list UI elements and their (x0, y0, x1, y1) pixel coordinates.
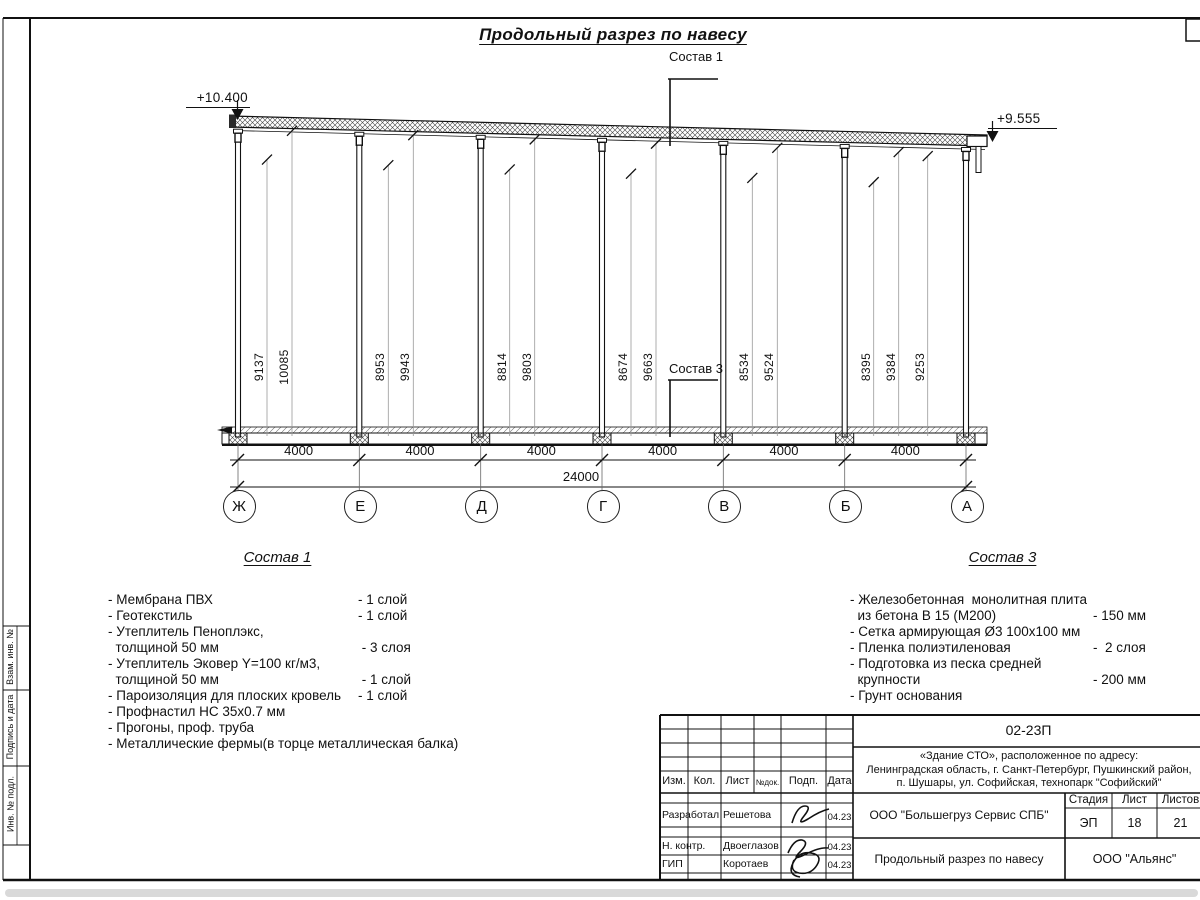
date-ncontrol: 04.23 (827, 842, 852, 853)
stage-value: ЭП (1079, 816, 1098, 830)
drawing-name: Продольный разрез по навесу (874, 852, 1044, 866)
item-value: - 3 слоя (358, 640, 411, 655)
composition-item (108, 688, 453, 704)
col-data: Дата (827, 775, 852, 787)
axis-bubble: Б (829, 490, 862, 523)
role-developer: Разработал (662, 809, 720, 821)
height-dimension: 10085 (277, 349, 291, 385)
column-bearing (842, 148, 848, 157)
address-line: Ленинградская область, г. Санкт-Петербург, Пушкинский район, (866, 763, 1192, 776)
signature-1 (792, 806, 829, 823)
item-name: толщиной 50 мм (108, 672, 219, 687)
bay-dimension: 4000 (648, 443, 678, 458)
bay-dimension: 4000 (769, 443, 799, 458)
margin-label-vzam: Взам. инв. № (5, 629, 15, 685)
column-bearing (720, 145, 726, 154)
footing (836, 433, 854, 444)
height-dimension: 9524 (762, 352, 777, 382)
item-name: - Пароизоляция для плоских кровель (108, 688, 342, 703)
item-name: - Подготовка из песка средней (850, 656, 1042, 671)
axis-bubble: В (708, 490, 741, 523)
composition-item (850, 592, 1195, 608)
item-name: - Пленка полиэтиленовая (850, 640, 1011, 655)
sheets-label: Листов (1161, 794, 1200, 806)
bay-dimension: 4000 (284, 443, 314, 458)
item-value: - 1 слой (358, 608, 408, 623)
org-name: ООО "Альянс" (1092, 852, 1177, 866)
column (357, 145, 362, 437)
signature-2 (788, 840, 828, 877)
bay-dimension: 4000 (890, 443, 920, 458)
role-gip: ГИП (662, 858, 683, 870)
column (478, 148, 483, 437)
column (964, 160, 969, 437)
item-value: - 2 слоя (1093, 640, 1146, 655)
height-dimension: 9803 (519, 352, 534, 382)
roof-right-endbox (967, 136, 987, 147)
doc-number: 02-23П (1005, 722, 1052, 738)
item-name: - Железобетонная монолитная плита (850, 592, 1088, 607)
item-name: крупности (850, 672, 921, 687)
height-dimension: 9943 (398, 352, 413, 382)
axis-bubble: А (951, 490, 984, 523)
height-dimension: 8814 (494, 352, 509, 382)
height-dimension: 8534 (737, 352, 752, 382)
composition-item (108, 704, 453, 720)
footing (350, 433, 368, 444)
composition-item (108, 624, 453, 640)
height-dimension: 9384 (883, 352, 898, 382)
role-ncontrol: Н. контр. (662, 840, 706, 852)
composition-item (850, 640, 1195, 656)
item-name: - Геотекстиль (108, 608, 193, 623)
date-gip: 04.23 (827, 860, 852, 871)
margin-label-podpis: Подпись и дата (5, 694, 15, 760)
height-dimension: 9253 (912, 352, 927, 382)
callout3-label: Состав 3 (669, 361, 723, 376)
height-dimension: 8395 (858, 352, 873, 382)
composition-item (108, 672, 453, 688)
sostav1-title: Состав 1 (243, 549, 312, 566)
column (842, 157, 847, 437)
height-dimension: 8953 (373, 352, 388, 382)
item-value: - 1 слой (358, 592, 408, 607)
date-developer: 04.23 (827, 812, 852, 823)
footing (593, 433, 611, 444)
name-ncontrol: Двоеглазов (723, 840, 779, 852)
column (721, 154, 726, 437)
col-ndok: №док. (755, 778, 780, 787)
elevation-left-label: +10.400 (196, 90, 248, 105)
composition-item (850, 656, 1195, 672)
company-name: ООО "Большегруз Сервис СПБ" (869, 808, 1049, 822)
composition-item (108, 640, 453, 656)
axis-bubble: Е (344, 490, 377, 523)
item-name: - Прогоны, проф. труба (108, 720, 255, 735)
elevation-right-label: +9.555 (997, 111, 1041, 126)
name-gip: Коротаев (723, 858, 769, 870)
bay-dimension: 4000 (526, 443, 556, 458)
margin-label-inv: Инв. № подл. (5, 775, 16, 833)
col-kol: Кол. (693, 775, 716, 787)
sheets-total: 21 (1173, 816, 1188, 830)
composition-item (108, 608, 453, 624)
scan-edge (5, 889, 1198, 897)
item-name: - Утеплитель Пеноплэкс, (108, 624, 264, 639)
item-value: - 200 мм (1093, 672, 1147, 687)
axis-bubble: Ж (223, 490, 256, 523)
composition-item (108, 720, 453, 736)
item-name: - Профнастил НС 35х0.7 мм (108, 704, 286, 719)
column-bearing (599, 142, 605, 151)
stage-label: Стадия (1068, 794, 1109, 806)
composition-item (108, 656, 453, 672)
sheet-label: Лист (1122, 794, 1147, 806)
composition-item (850, 672, 1195, 688)
item-name: - Утеплитель Эковер Y=100 кг/м3, (108, 656, 321, 671)
address-line: «Здание СТО», расположенное по адресу: (919, 750, 1139, 762)
item-name: - Мембрана ПВХ (108, 592, 213, 607)
column-bearing (235, 133, 241, 142)
name-developer: Решетова (723, 809, 772, 821)
sheet-number: 18 (1127, 816, 1142, 830)
footing (472, 433, 490, 444)
composition-item (850, 624, 1195, 640)
axis-bubble: Г (587, 490, 620, 523)
composition-item (108, 592, 453, 608)
composition-item (850, 608, 1195, 624)
col-podp: Подп. (788, 775, 819, 787)
item-value: - 1 слой (358, 672, 412, 687)
callout1-label: Состав 1 (669, 49, 723, 64)
height-dimension: 8674 (616, 352, 630, 382)
corner-format-box (1186, 19, 1200, 41)
footing (714, 433, 732, 444)
column-bearing (478, 139, 484, 148)
item-name: толщиной 50 мм (108, 640, 219, 655)
column-bearing (963, 151, 969, 160)
item-value: - 150 мм (1093, 608, 1147, 623)
item-name: - Сетка армирующая Ø3 100х100 мм (850, 624, 1081, 639)
roof-assembly (229, 115, 987, 173)
total-dimension: 24000 (562, 469, 600, 484)
height-dimension: 9663 (641, 352, 655, 382)
composition-item (850, 688, 1195, 704)
axis-bubble: Д (465, 490, 498, 523)
item-value: - 1 слой (358, 688, 408, 703)
project-address (854, 750, 1200, 791)
roof-left-endplate (229, 115, 236, 129)
sostav3-title: Состав 3 (968, 549, 1037, 566)
item-name: - Грунт основания (850, 688, 963, 703)
roof-right-stub (976, 147, 981, 173)
footing (957, 433, 975, 444)
item-name: из бетона В 15 (М200) (850, 608, 997, 623)
address-line: п. Шушары, ул. Софийская, технопарк "Софийский" (896, 777, 1162, 789)
bay-dimension: 4000 (405, 443, 435, 458)
page-title: Продольный разрез по навесу (479, 25, 747, 44)
col-izm: Изм. (662, 775, 686, 787)
footing (229, 433, 247, 444)
composition-item (108, 736, 459, 752)
column-bearing (356, 136, 362, 145)
col-list: Лист (725, 775, 750, 787)
column (236, 142, 241, 437)
item-name: - Металлические фермы(в торце металлическая балка) (108, 736, 459, 751)
height-dimension: 9137 (252, 352, 266, 382)
column (600, 151, 605, 437)
